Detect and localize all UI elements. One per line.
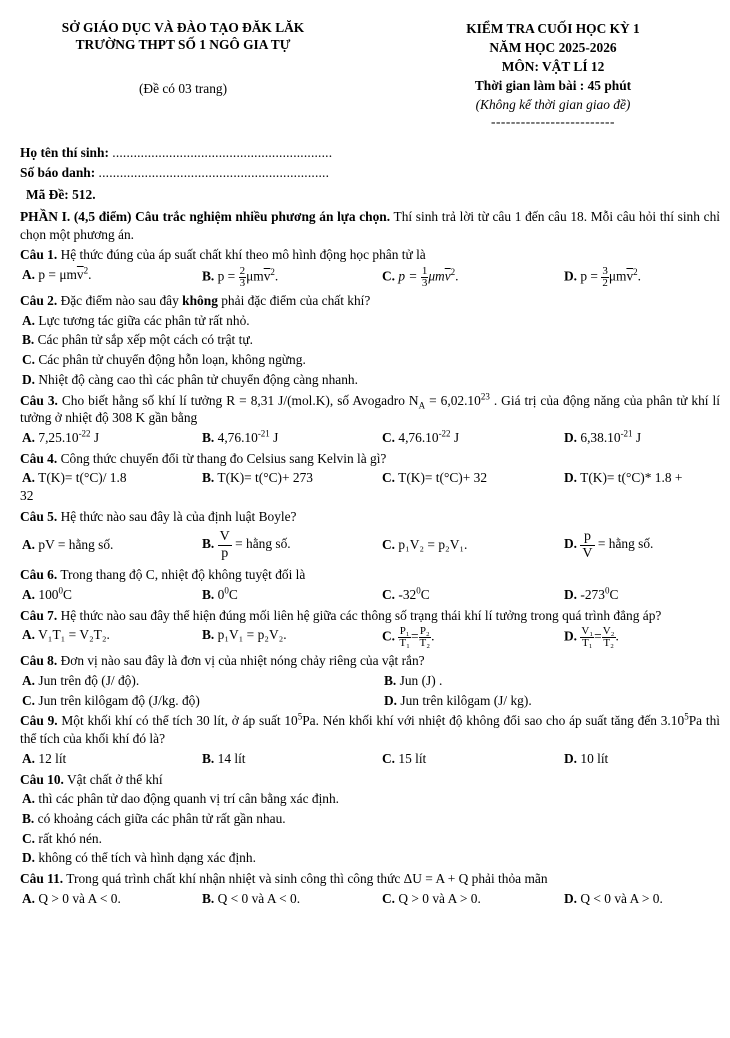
- option-c[interactable]: C. T(K)= t(°C)+ 32: [382, 470, 488, 486]
- option-a[interactable]: A. Lực tương tác giữa các phân tử rất nhỏ.: [22, 312, 250, 328]
- department-name: SỞ GIÁO DỤC VÀ ĐÀO TẠO ĐĂK LĂK: [61, 20, 305, 35]
- question-4: Câu 4. Công thức chuyển đổi từ thang đo Celsius sang Kelvin là gì? A. T(K)= t(°C)/ 1.8 B. T(K)= t(°C)+ 273 C. T(K)= t(°C)+ 32 D. T(K)= t(°C)* 1.8 + 32: [20, 450, 720, 505]
- exam-body: [20, 208, 720, 907]
- option-a[interactable]: A. $7,25.10^{-22}$ J: [22, 428, 100, 445]
- option-row: [20, 750, 720, 768]
- option-d[interactable]: D. Q < 0 và A > 0.: [564, 890, 663, 906]
- option-d[interactable]: D. 10 lít: [564, 750, 609, 766]
- option-c[interactable]: C. $-32^0C$: [382, 585, 430, 602]
- option-c[interactable]: C. Jun trên kilôgam độ (J/kg. độ): [22, 692, 200, 708]
- question-3: Câu 3. Cho biết hằng số khí lí tưởng R = 8,31 J/(mol.K), số Avogadro $N_A = 6,02.10^{23}$ . Giá trị của động năng của phân tử khí lí tưởng ở nhiệt độ 308 K gần bằng A. $7,25.10^{-22}$ J B. $4,76.10^{-21}$ J C. $4,76.10^{-22}$ J D. $6,38.10^{-21}$ J: [20, 391, 720, 445]
- question-number: Câu 2.: [20, 293, 58, 309]
- option-row: [20, 429, 720, 447]
- option-c[interactable]: C. rất khó nén.: [22, 830, 102, 846]
- option-c[interactable]: C. 15 lít: [382, 750, 427, 766]
- option-d[interactable]: D. Nhiệt độ càng cao thì các phân tử chuyển động càng nhanh.: [22, 371, 358, 387]
- duration-note: (Không kể thời gian giao đề): [475, 97, 631, 113]
- option-b[interactable]: B. 14 lít: [202, 750, 246, 766]
- student-id-blank: .................................................................: [98, 165, 330, 180]
- question-number: Câu 10.: [20, 771, 64, 787]
- option-c[interactable]: C. Các phân tử chuyển động hỗn loạn, không ngừng.: [22, 352, 306, 368]
- option-row: [20, 890, 720, 908]
- option-b[interactable]: B. Jun (J) .: [384, 673, 443, 689]
- question-10: Câu 10. Vật chất ở thể khí A. thì các phân tử dao động quanh vị trí cân bằng xác định. B. có khoảng cách giữa các phân tử rất gần nhau. C. rất khó nén. D. không có thể tích và hình dạng xác định.: [20, 771, 720, 867]
- question-number: Câu 5.: [20, 508, 58, 524]
- option-row: [20, 692, 720, 710]
- student-name-blank: ..............................................................: [112, 145, 333, 160]
- option-row: [20, 626, 720, 649]
- option-d-wrap: 32: [20, 487, 34, 503]
- question-11: Câu 11. Trong quá trình chất khí nhận nhiệt và sinh công thì công thức ΔU = A + Q phải thỏa mãn A. Q > 0 và A < 0. B. Q < 0 và A < 0. C. Q > 0 và A > 0. D. Q < 0 và A > 0.: [20, 870, 720, 907]
- option-row: [20, 672, 720, 690]
- question-number: Câu 9.: [20, 713, 58, 729]
- option-d[interactable]: D. $6,38.10^{-21}$ J: [564, 428, 642, 445]
- option-c[interactable]: C. Q > 0 và A > 0.: [382, 890, 481, 906]
- question-9: Câu 9. Một khối khí có thể tích 30 lít, ở áp suất $10^5Pa$. Nén khối khí với nhiệt độ không đổi sao cho áp suất tăng đến 3.10$^5$Pa thì thể tích của khối khí đó là? A. 12 lít B. 14 lít C. 15 lít D. 10 lít: [20, 711, 720, 766]
- question-number: Câu 6.: [20, 567, 58, 583]
- question-number: Câu 3.: [20, 392, 58, 408]
- question-1: [20, 246, 720, 289]
- option-b[interactable]: B. T(K)= t(°C)+ 273: [202, 470, 313, 486]
- option-a[interactable]: A. $p = \mu m\overline{v}^2$.: [22, 265, 92, 283]
- option-b[interactable]: B. $\frac{V}{p}$ = hằng số.: [202, 529, 291, 561]
- question-number: Câu 4.: [20, 450, 58, 466]
- student-name-label: Họ tên thí sinh:: [20, 145, 109, 160]
- header-divider: -------------------------: [491, 114, 615, 130]
- part1-header: [20, 208, 720, 243]
- question-2: Câu 2. Đặc điểm nào sau đây không phải đặc điểm của chất khí? A. Lực tương tác giữa các phân tử rất nhỏ. B. Các phân tử sắp xếp một cách có trật tự. C. Các phân tử chuyển động hỗn loạn, không ngừng. D. Nhiệt độ càng cao thì các phân tử chuyển động càng nhanh.: [20, 292, 720, 388]
- question-8: Câu 8. Đơn vị nào sau đây là đơn vị của nhiệt nóng chảy riêng của vật rắn? A. Jun trên độ (J/ độ). B. Jun (J) . C. Jun trên kilôgam độ (J/kg. độ) D. Jun trên kilôgam (J/ kg).: [20, 652, 720, 709]
- header-right: [396, 19, 710, 131]
- question-number: Câu 1.: [20, 247, 58, 263]
- question-number: Câu 7.: [20, 607, 58, 623]
- question-number: Câu 11.: [20, 870, 64, 886]
- duration: Thời gian làm bài : 45 phút: [474, 78, 632, 94]
- option-b[interactable]: B. Các phân tử sắp xếp một cách có trật tự.: [22, 332, 253, 348]
- option-d[interactable]: D. Jun trên kilôgam (J/ kg).: [384, 692, 532, 708]
- school-year: NĂM HỌC 2025-2026: [489, 40, 617, 56]
- option-row: [20, 527, 720, 563]
- student-name-line: [20, 144, 332, 162]
- option-row: [20, 266, 720, 289]
- question-text: Hệ thức đúng của áp suất chất khí theo mô hình động học phân tử là: [57, 247, 426, 263]
- option-a[interactable]: A. thì các phân tử dao động quanh vị trí cân bằng xác định.: [22, 791, 340, 807]
- student-id-line: [20, 164, 329, 182]
- page-count: (Đề có 03 trang): [138, 81, 228, 96]
- header-left: [22, 19, 344, 54]
- subject: MÔN: VẬT LÍ 12: [501, 59, 605, 75]
- part1-title: PHẦN I. (4,5 điểm) Câu trắc nghiệm nhiều phương án lựa chọn.: [20, 209, 391, 224]
- option-b[interactable]: B. $0^0C$: [202, 585, 238, 602]
- option-d[interactable]: D. T(K)= t(°C)* 1.8 +: [564, 470, 683, 486]
- option-a[interactable]: A. Jun trên độ (J/ độ).: [22, 673, 140, 689]
- option-a[interactable]: A. pV = hằng số.: [22, 537, 114, 553]
- option-b[interactable]: B. $4,76.10^{-21}$ J: [202, 428, 279, 445]
- option-c[interactable]: C. p = $\frac{1}{3}$ $\mu m\overline{v}^2$.: [382, 265, 459, 290]
- option-b[interactable]: B. p₁V₁ = p₂V₂.: [202, 627, 287, 643]
- question-7: Câu 7. Hệ thức nào sau đây thể hiện đúng mối liên hệ giữa các thông số trạng thái khí lí tưởng trong quá trình đẳng áp? A. V₁T₁ = V₂T₂. B. p₁V₁ = p₂V₂. C. $\frac{\text{P₁}}{\text{T₁}}$ = $\frac{\text{P₂}}{\text{T₂}}$ . D. $\frac{\text{V₁}}{\text{T₁}}$ = $\frac{\text{V₂}}{\text{T₂}}$ .: [20, 607, 720, 650]
- option-c[interactable]: C. $\frac{\text{P₁}}{\text{T₁}}$ = $\frac{\text{P₂}}{\text{T₂}}$ .: [382, 625, 435, 650]
- option-d[interactable]: D. $\frac{\text{V₁}}{\text{T₁}}$ = $\frac{\text{V₂}}{\text{T₂}}$ .: [564, 625, 619, 650]
- option-a[interactable]: A. $100^0C$: [22, 585, 72, 602]
- option-b[interactable]: B. có khoảng cách giữa các phân tử rất gần nhau.: [22, 810, 286, 826]
- exam-code: Mã Đề: 512.: [26, 187, 96, 202]
- option-row: [20, 469, 720, 487]
- option-d[interactable]: D. p = $\frac{3}{2}$ $\mu m\overline{v}^2$.: [564, 265, 641, 290]
- exam-title: KIỂM TRA CUỐI HỌC KỲ 1: [466, 21, 640, 36]
- option-b[interactable]: B. Q < 0 và A < 0.: [202, 890, 301, 906]
- option-row: [20, 586, 720, 604]
- school-name: TRƯỜNG THPT SỐ 1 NGÔ GIA TỰ: [75, 37, 291, 53]
- option-a[interactable]: A. V₁T₁ = V₂T₂.: [22, 627, 110, 643]
- question-5: Câu 5. Hệ thức nào sau đây là của định luật Boyle? A. pV = hằng số. B. $\frac{V}{p}$ = hằng số. C. p₁V₂ = p₂V₁. D. $\frac{p}{V}$ = hằng số.: [20, 508, 720, 564]
- option-d[interactable]: D. $\frac{p}{V}$ = hằng số.: [564, 529, 654, 561]
- student-id-label: Số báo danh:: [20, 165, 96, 180]
- option-b[interactable]: B. p = $\frac{2}{3}$ $\mu m\overline{v}^2$.: [202, 265, 279, 290]
- question-6: Câu 6. Trong thang độ C, nhiệt độ không tuyệt đối là A. $100^0C$ B. $0^0C$ C. $-32^0C$ D. $-273^0C$: [20, 566, 720, 603]
- option-c[interactable]: C. p₁V₂ = p₂V₁.: [382, 537, 468, 553]
- option-c[interactable]: C. $4,76.10^{-22}$ J: [382, 428, 460, 445]
- option-a[interactable]: A. Q > 0 và A < 0.: [22, 890, 121, 906]
- option-a[interactable]: A. T(K)= t(°C)/ 1.8: [22, 470, 127, 486]
- question-number: Câu 8.: [20, 653, 58, 669]
- part1-instruction: Thí sinh trả lời từ câu 1 đến câu 18. Mỗi câu hỏi thí sinh chỉ chọn một phương án.: [20, 209, 720, 242]
- option-d[interactable]: D. không có thể tích và hình dạng xác định.: [22, 850, 256, 866]
- option-a[interactable]: A. 12 lít: [22, 750, 67, 766]
- option-d[interactable]: D. $-273^0C$: [564, 585, 619, 602]
